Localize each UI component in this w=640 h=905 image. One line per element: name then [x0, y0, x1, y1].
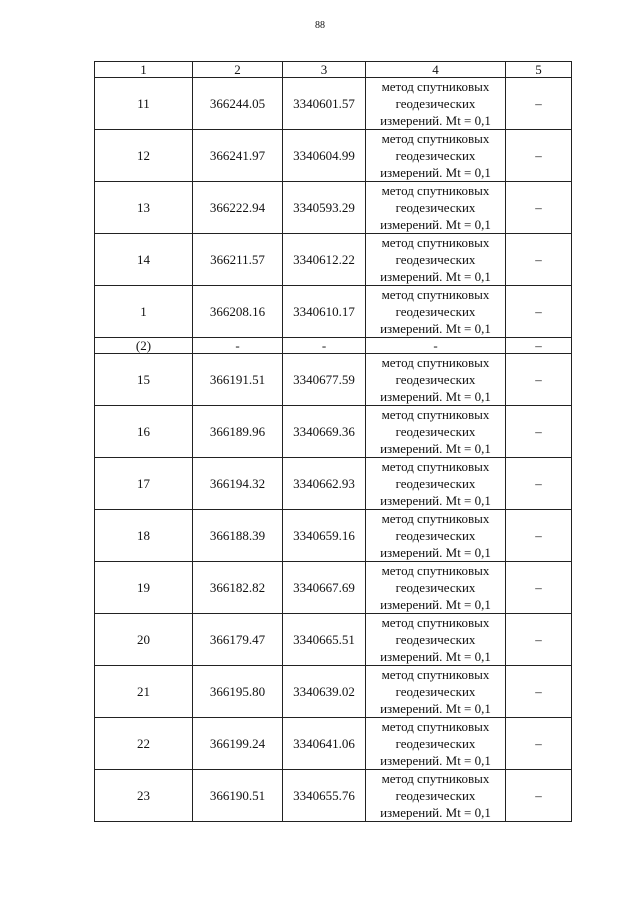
x-coordinate-cell: 366179.47: [193, 614, 283, 666]
table-row: [95, 562, 572, 614]
x-coordinate-cell: 366191.51: [193, 354, 283, 406]
method-cell: метод спутниковых геодезических измерений. Mt = 0,1: [366, 562, 506, 614]
y-coordinate-cell: 3340612.22: [283, 234, 366, 286]
point-number-cell: 14: [95, 234, 193, 286]
method-cell: -: [366, 338, 506, 354]
point-number-cell: 23: [95, 770, 193, 822]
method-cell: метод спутниковых геодезических измерений. Mt = 0,1: [366, 286, 506, 338]
page-number: 88: [315, 20, 325, 31]
x-coordinate-cell: 366244.05: [193, 78, 283, 130]
y-coordinate-cell: 3340667.69: [283, 562, 366, 614]
note-cell: –: [506, 78, 572, 130]
point-number-cell: 11: [95, 78, 193, 130]
coordinates-table: [94, 61, 572, 822]
y-coordinate-cell: 3340641.06: [283, 718, 366, 770]
note-cell: –: [506, 614, 572, 666]
y-coordinate-cell: 3340639.02: [283, 666, 366, 718]
note-cell: –: [506, 718, 572, 770]
point-number-cell: 20: [95, 614, 193, 666]
note-cell: –: [506, 510, 572, 562]
point-number-cell: 16: [95, 406, 193, 458]
table-row: [95, 130, 572, 182]
header-row: [95, 62, 572, 78]
x-coordinate-cell: -: [193, 338, 283, 354]
method-cell: метод спутниковых геодезических измерений. Mt = 0,1: [366, 666, 506, 718]
x-coordinate-cell: 366190.51: [193, 770, 283, 822]
method-cell: метод спутниковых геодезических измерений. Mt = 0,1: [366, 770, 506, 822]
table-row: [95, 718, 572, 770]
method-cell: метод спутниковых геодезических измерений. Mt = 0,1: [366, 718, 506, 770]
method-cell: метод спутниковых геодезических измерений. Mt = 0,1: [366, 182, 506, 234]
y-coordinate-cell: 3340677.59: [283, 354, 366, 406]
x-coordinate-cell: 366194.32: [193, 458, 283, 510]
table-row: [95, 770, 572, 822]
point-number-cell: 12: [95, 130, 193, 182]
y-coordinate-cell: 3340610.17: [283, 286, 366, 338]
note-cell: –: [506, 562, 572, 614]
method-cell: метод спутниковых геодезических измерений. Mt = 0,1: [366, 78, 506, 130]
note-cell: –: [506, 406, 572, 458]
y-coordinate-cell: 3340665.51: [283, 614, 366, 666]
method-cell: метод спутниковых геодезических измерений. Mt = 0,1: [366, 614, 506, 666]
x-coordinate-cell: 366195.80: [193, 666, 283, 718]
method-cell: метод спутниковых геодезических измерений. Mt = 0,1: [366, 510, 506, 562]
point-number-cell: 17: [95, 458, 193, 510]
y-coordinate-cell: -: [283, 338, 366, 354]
y-coordinate-cell: 3340669.36: [283, 406, 366, 458]
method-cell: метод спутниковых геодезических измерений. Mt = 0,1: [366, 354, 506, 406]
note-cell: –: [506, 666, 572, 718]
y-coordinate-cell: 3340604.99: [283, 130, 366, 182]
header-col-3: 3: [283, 62, 366, 78]
method-cell: метод спутниковых геодезических измерений. Mt = 0,1: [366, 234, 506, 286]
note-cell: –: [506, 770, 572, 822]
x-coordinate-cell: 366222.94: [193, 182, 283, 234]
point-number-cell: 1: [95, 286, 193, 338]
point-number-cell: (2): [95, 338, 193, 354]
note-cell: –: [506, 458, 572, 510]
point-number-cell: 22: [95, 718, 193, 770]
x-coordinate-cell: 366241.97: [193, 130, 283, 182]
x-coordinate-cell: 366188.39: [193, 510, 283, 562]
header-col-1: 1: [95, 62, 193, 78]
note-cell: –: [506, 130, 572, 182]
method-cell: метод спутниковых геодезических измерений. Mt = 0,1: [366, 406, 506, 458]
table-row: [95, 406, 572, 458]
y-coordinate-cell: 3340655.76: [283, 770, 366, 822]
x-coordinate-cell: 366211.57: [193, 234, 283, 286]
note-cell: –: [506, 338, 572, 354]
x-coordinate-cell: 366189.96: [193, 406, 283, 458]
table-row: [95, 354, 572, 406]
header-col-4: 4: [366, 62, 506, 78]
table-row: [95, 510, 572, 562]
table-row: [95, 458, 572, 510]
table-header: [95, 62, 572, 78]
point-number-cell: 21: [95, 666, 193, 718]
table-row: [95, 666, 572, 718]
y-coordinate-cell: 3340662.93: [283, 458, 366, 510]
point-number-cell: 13: [95, 182, 193, 234]
table-row: [95, 614, 572, 666]
table-body: [95, 78, 572, 822]
x-coordinate-cell: 366199.24: [193, 718, 283, 770]
note-cell: –: [506, 286, 572, 338]
y-coordinate-cell: 3340593.29: [283, 182, 366, 234]
point-number-cell: 15: [95, 354, 193, 406]
note-cell: –: [506, 182, 572, 234]
header-col-5: 5: [506, 62, 572, 78]
table-row: [95, 286, 572, 338]
table-row: [95, 78, 572, 130]
header-col-2: 2: [193, 62, 283, 78]
y-coordinate-cell: 3340601.57: [283, 78, 366, 130]
point-number-cell: 19: [95, 562, 193, 614]
table-row: [95, 338, 572, 354]
y-coordinate-cell: 3340659.16: [283, 510, 366, 562]
table-row: [95, 182, 572, 234]
method-cell: метод спутниковых геодезических измерений. Mt = 0,1: [366, 130, 506, 182]
note-cell: –: [506, 234, 572, 286]
method-cell: метод спутниковых геодезических измерений. Mt = 0,1: [366, 458, 506, 510]
x-coordinate-cell: 366208.16: [193, 286, 283, 338]
note-cell: –: [506, 354, 572, 406]
table-row: [95, 234, 572, 286]
point-number-cell: 18: [95, 510, 193, 562]
x-coordinate-cell: 366182.82: [193, 562, 283, 614]
